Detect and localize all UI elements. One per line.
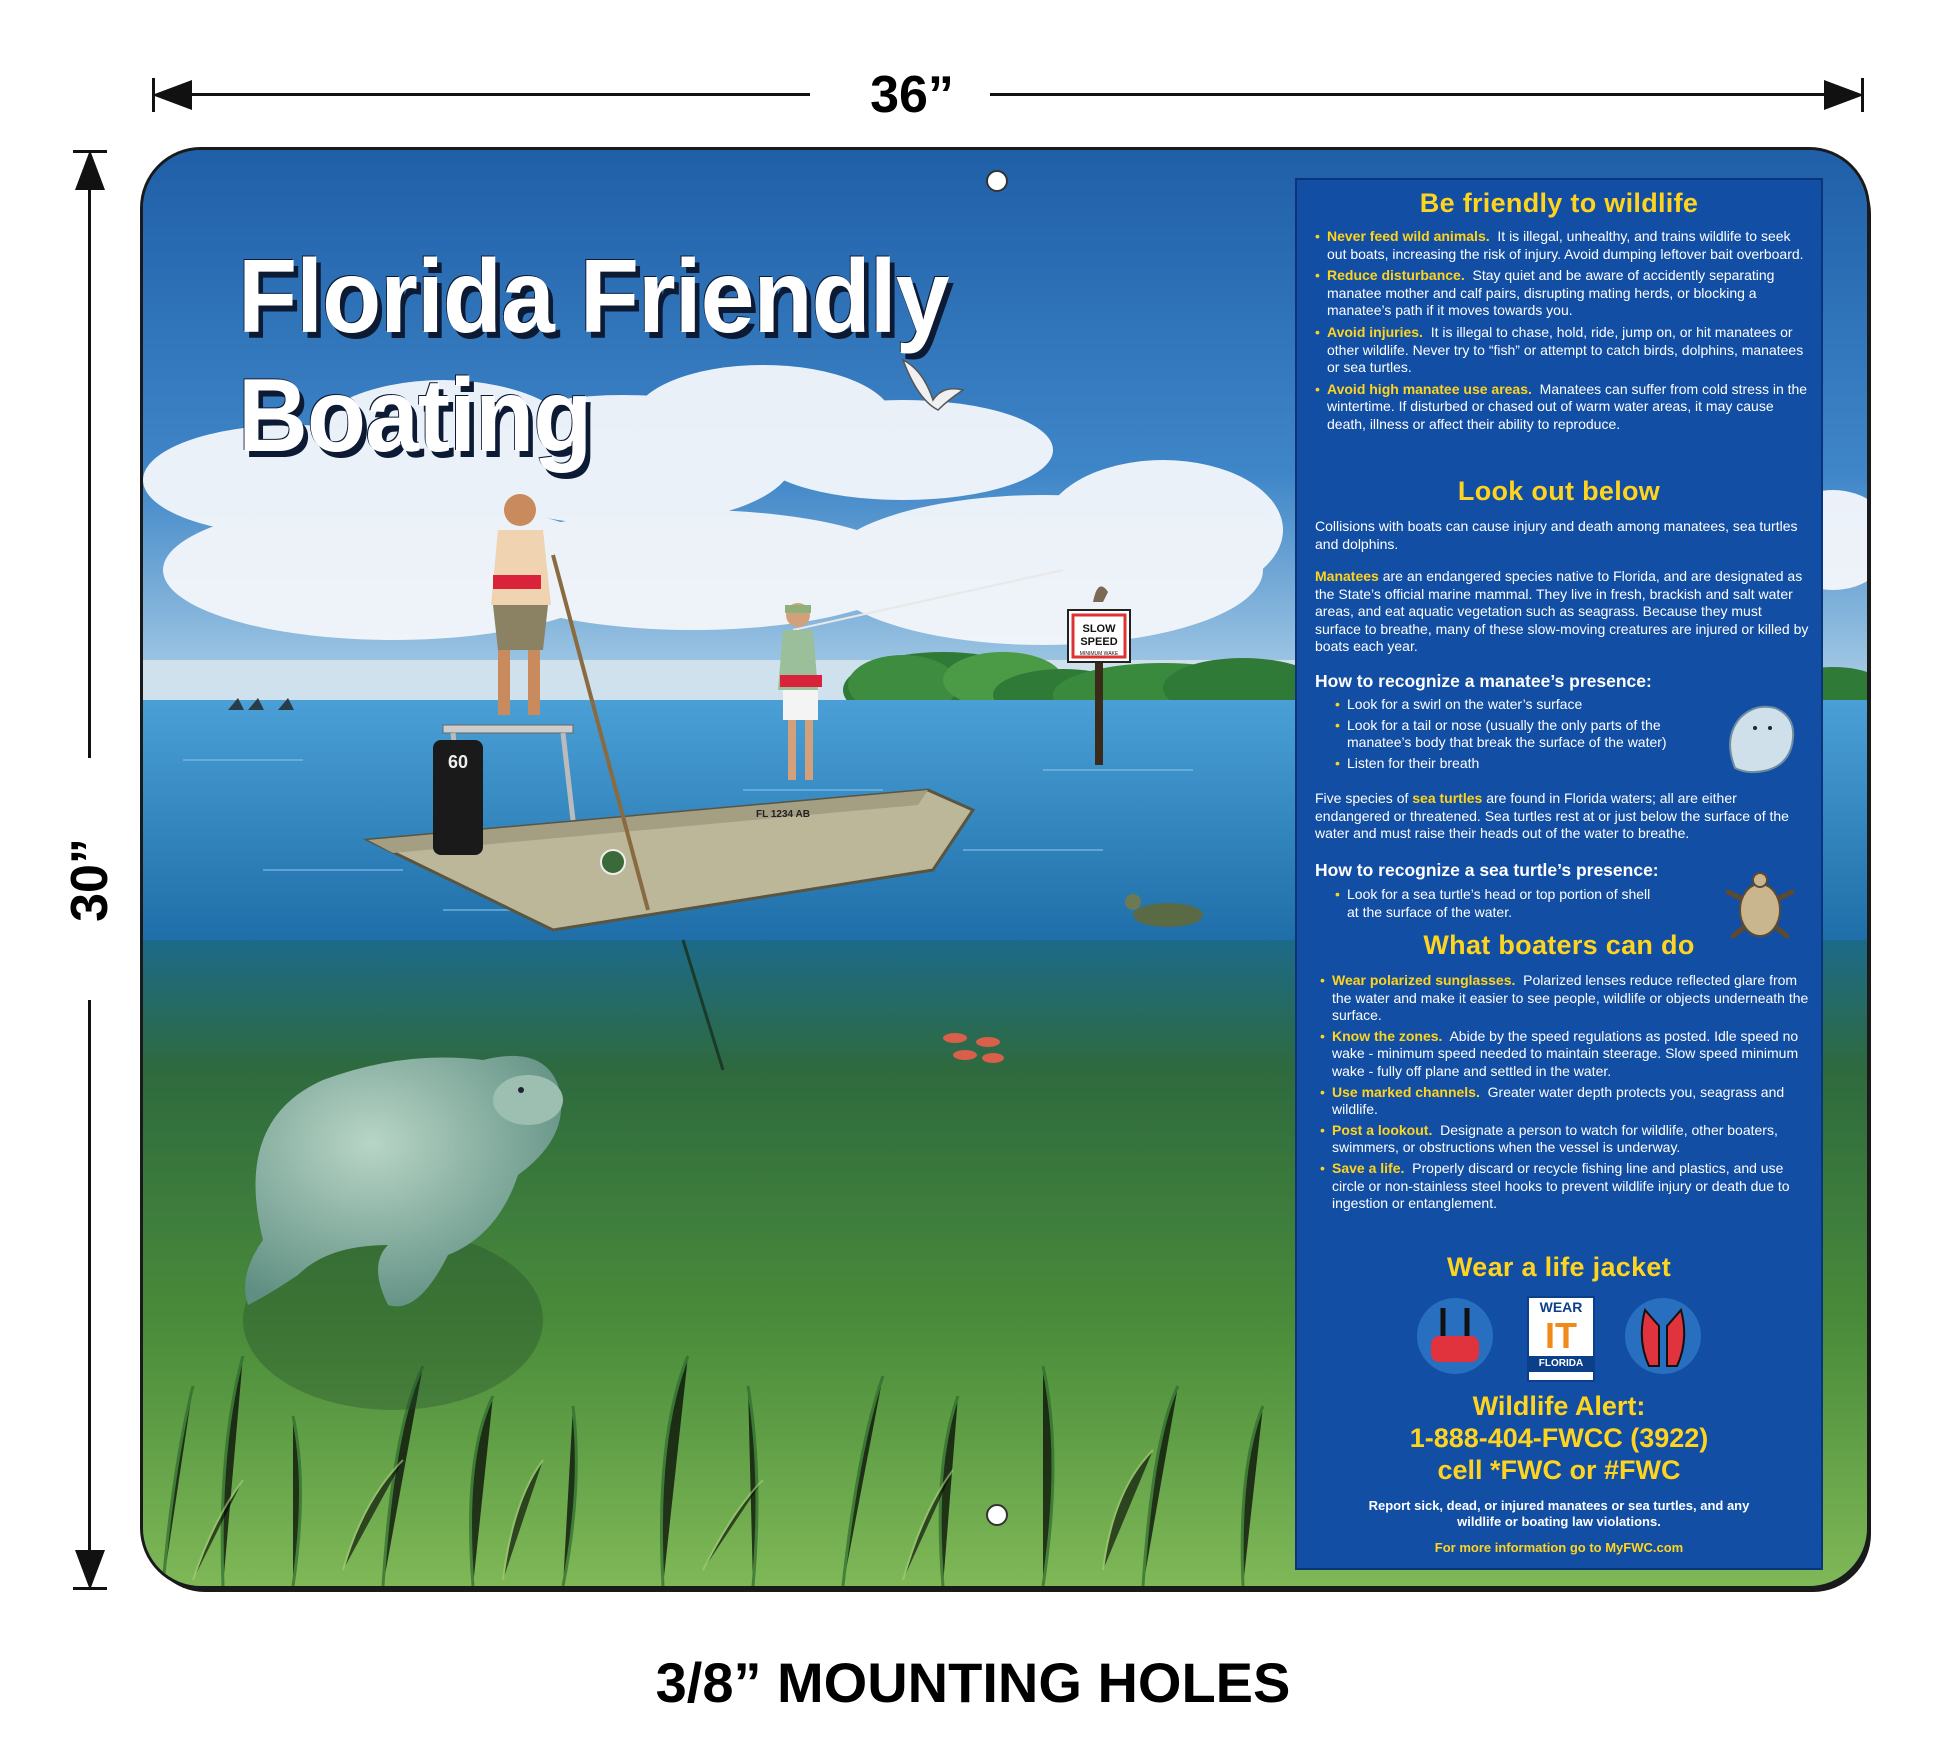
width-label: 36” (870, 66, 954, 124)
list-item (1320, 1028, 1810, 1081)
item-text: Greater water depth protects you, seagrass and wildlife. (1332, 1083, 1785, 1118)
logo-line2: IT (1545, 1315, 1577, 1356)
dimension-line (180, 93, 810, 96)
belt-pack-lifejacket-icon (1415, 1296, 1495, 1376)
report-text: Report sick, dead, or injured manatees or sea turtles, and any wildlife or boating law violations. (1368, 1498, 1750, 1529)
list-item (1315, 267, 1809, 320)
mounting-hole (986, 170, 1008, 192)
boaters-list (1320, 972, 1810, 1213)
manatee-icon (1720, 698, 1800, 778)
alert-phone: 1-888-404-FWCC (3922) (1409, 1423, 1709, 1453)
boaters-title: What boaters can do (1423, 930, 1695, 960)
manatee-presence-list (1335, 696, 1715, 772)
list-item (1315, 381, 1809, 434)
lookout-intro: Collisions with boats can cause injury and death among manatees, sea turtles and dolphins. (1315, 518, 1798, 552)
dimension-tick (152, 78, 155, 112)
height-label: 30” (61, 838, 119, 922)
motor-label: 60 (447, 752, 469, 772)
height-dimension (55, 150, 125, 1590)
wear-it-florida-logo (1527, 1296, 1595, 1382)
boat-registration: FL 1234 AB (756, 809, 810, 820)
friendly-title: Be friendly to wildlife (1419, 188, 1699, 218)
dimension-line (88, 178, 91, 758)
dimension-line (88, 1000, 91, 1560)
item-text: Abide by the speed regulations as posted. Idle speed no wake - minimum speed needed to maintain steerage. Slow speed minimum wake - fully off plane and settled in the water. (1332, 1027, 1799, 1079)
lookout-title: Look out below (1457, 476, 1661, 506)
slow-sign-line1: SLOW (1082, 623, 1116, 635)
list-item (1315, 228, 1809, 263)
item-lead: Reduce disturbance. (1327, 267, 1465, 284)
list-item (1320, 1084, 1810, 1119)
turtles-lead: sea turtles (1412, 790, 1483, 806)
sign-panel (143, 150, 1867, 1586)
item-lead: Use marked channels. (1332, 1083, 1480, 1100)
manatee-presence-heading: How to recognize a manatee’s presence: (1315, 671, 1652, 691)
alert-cell: cell *FWC or #FWC (1437, 1455, 1681, 1485)
logo-line1: WEAR (1539, 1299, 1583, 1315)
width-dimension (152, 60, 1864, 130)
item-text: It is illegal, unhealthy, and trains wildlife to seek out boats, increasing the risk of injury. Avoid dumping leftover bait overboard. (1327, 228, 1804, 262)
list-item (1315, 324, 1809, 377)
item-lead: Never feed wild animals. (1327, 228, 1490, 244)
item-lead: Avoid high manatee use areas. (1327, 380, 1532, 397)
item-text: Polarized lenses reduce reflected glare from the water and make it easier to see people, wildlife or objects underneath the surface. (1332, 972, 1809, 1024)
alert-line1: Wildlife Alert: (1472, 1391, 1646, 1421)
mounting-hole (986, 1504, 1008, 1526)
lifejacket-title: Wear a life jacket (1446, 1252, 1672, 1282)
turtle-presence-heading: How to recognize a sea turtle’s presence: (1315, 860, 1659, 880)
list-item: • Look for a sea turtle’s head or top portion of shell at the surface of the water. (1335, 886, 1655, 921)
item-text: It is illegal to chase, hold, ride, jump on, or hit manatees or other wildlife. Never try to “fish” or attempt to catch birds, dolphins, manatees or sea turtles. (1327, 323, 1804, 376)
dimension-tick (73, 150, 107, 153)
item-text: Designate a person to watch for wildlife, other boaters, swimmers, or obstructions when the vessel is underway. (1332, 1121, 1778, 1156)
friendly-list (1315, 228, 1809, 434)
item-lead: Avoid injuries. (1327, 323, 1423, 340)
more-info-link[interactable]: For more information go to MyFWC.com (1434, 1540, 1684, 1555)
item-lead: Know the zones. (1332, 1027, 1443, 1044)
arrow-down-icon (75, 1550, 105, 1590)
inflatable-vest-icon (1623, 1296, 1703, 1376)
wildlife-alert (1295, 1390, 1823, 1486)
manatees-text: are an endangered species native to Florida, and are designated as the State’s official marine mammal. They live in fresh, brackish and salt water areas, and eat aquatic vegetation such as seagrass. Because they must surface to breathe, many of these slow-moving creatures are injured or killed by boats each year. (1315, 568, 1809, 655)
item-text: Properly discard or recycle fishing line and plastics, and use circle or non-stainless steel hooks to prevent wildlife injury or death due to ingestion or entanglement. (1332, 1159, 1790, 1212)
slow-sign-line3: MINIMUM WAKE (1079, 651, 1119, 657)
turtles-paragraph (1315, 790, 1809, 843)
item-text: Stay quiet and be aware of accidently separating manatee mother and calf pairs, disrupting mating herds, or blocking a manatee’s path if it moves towards you. (1327, 267, 1775, 319)
mounting-holes-label: 3/8” MOUNTING HOLES (655, 1651, 1291, 1714)
turtle-presence-list (1335, 886, 1655, 921)
item-text: Manatees can suffer from cold stress in the wintertime. If disturbed or chased out of warm water areas, it may cause death, illness or affect their ability to reproduce. (1327, 380, 1808, 432)
item-lead: Save a life. (1332, 1159, 1405, 1176)
list-item (1320, 1122, 1810, 1157)
list-item: • Look for a tail or nose (usually the only parts of the manatee’s body that break the surface of the water) (1335, 717, 1715, 752)
turtles-pre: Five species of (1315, 790, 1409, 806)
arrow-right-icon (1824, 80, 1864, 110)
list-item (1320, 1160, 1810, 1213)
manatees-lead: Manatees (1315, 568, 1379, 584)
dimension-line (990, 93, 1836, 96)
item-lead: Wear polarized sunglasses. (1332, 972, 1516, 988)
slow-sign-line2: SPEED (1080, 636, 1118, 648)
list-item: • Listen for their breath (1335, 755, 1715, 773)
logo-line3: FLORIDA (1529, 1356, 1593, 1372)
info-panel (1295, 178, 1823, 1570)
item-lead: Post a lookout. (1332, 1121, 1433, 1138)
turtles-text: are found in Florida waters; all are either endangered or threatened. Sea turtles rest at or just below the surface of the water and must raise their heads out of the water to breathe. (1315, 790, 1789, 842)
manatees-paragraph (1315, 568, 1809, 656)
list-item (1320, 972, 1810, 1025)
sign-title: Florida Friendly Boating (238, 239, 949, 474)
list-item: • Look for a swirl on the water’s surface (1335, 696, 1715, 714)
